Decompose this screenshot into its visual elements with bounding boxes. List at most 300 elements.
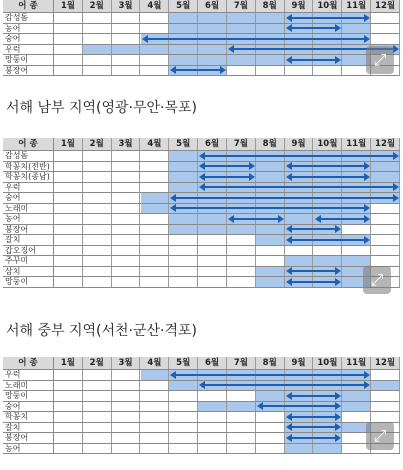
- month-cell: [83, 172, 112, 182]
- header-row: [3, 0, 400, 13]
- month-cell: [285, 214, 314, 224]
- month-cell: [256, 235, 285, 245]
- month-cell: [169, 277, 198, 287]
- month-cell: [54, 225, 83, 235]
- month-cell: [54, 256, 83, 266]
- month-cell: [285, 256, 314, 266]
- month-cell: [342, 246, 371, 256]
- month-cell: [54, 214, 83, 224]
- month-cell: [83, 13, 112, 23]
- month-cell: [112, 214, 141, 224]
- peak-season-arrow: [291, 176, 366, 178]
- month-cell: [371, 370, 400, 380]
- species-label: 망둥이: [3, 277, 54, 287]
- month-cell: [54, 193, 83, 203]
- peak-season-arrow: [147, 38, 366, 40]
- month-cell: [256, 277, 285, 287]
- species-label: 농어: [3, 214, 54, 224]
- month-header: 11월: [342, 357, 371, 369]
- month-cell: [342, 412, 371, 422]
- month-cell: [54, 381, 83, 391]
- month-cell: [227, 66, 256, 76]
- month-cell: [83, 225, 112, 235]
- table-row: [3, 24, 400, 35]
- month-cell: [169, 151, 198, 161]
- month-cell: [314, 256, 343, 266]
- table-row: [3, 34, 400, 45]
- peak-season-arrow: [291, 239, 366, 241]
- month-header: 12월: [371, 138, 400, 150]
- section-2-table: [3, 138, 400, 288]
- month-cell: [169, 444, 198, 454]
- month-cell: [141, 13, 170, 23]
- month-cell: [169, 381, 198, 391]
- peak-season-arrow: [291, 270, 337, 272]
- month-header: 9월: [285, 0, 314, 12]
- month-header: 7월: [227, 0, 256, 12]
- month-cell: [112, 256, 141, 266]
- month-cell: [112, 183, 141, 193]
- month-cell: [227, 277, 256, 287]
- month-cell: [227, 24, 256, 34]
- month-cell: [256, 24, 285, 34]
- month-cell: [227, 412, 256, 422]
- month-cell: [371, 256, 400, 266]
- month-cell: [371, 402, 400, 412]
- month-cell: [314, 444, 343, 454]
- month-cell: [83, 423, 112, 433]
- month-cell: [169, 24, 198, 34]
- month-cell: [256, 246, 285, 256]
- table-row: [3, 277, 400, 288]
- species-label: 학꽁치(종남): [3, 172, 54, 182]
- month-cell: [169, 183, 198, 193]
- month-cell: [227, 225, 256, 235]
- table-row: [3, 433, 400, 444]
- month-cell: [83, 433, 112, 443]
- month-cell: [141, 55, 170, 65]
- species-label: 붕장어: [3, 433, 54, 443]
- month-cell: [112, 13, 141, 23]
- table-row: [3, 151, 400, 162]
- month-cell: [83, 183, 112, 193]
- month-cell: [54, 162, 83, 172]
- month-cell: [141, 172, 170, 182]
- month-header: 2월: [83, 357, 112, 369]
- peak-season-arrow: [291, 416, 337, 418]
- month-cell: [256, 412, 285, 422]
- month-cell: [371, 24, 400, 34]
- peak-season-arrow: [204, 186, 394, 188]
- month-cell: [54, 183, 83, 193]
- month-cell: [83, 267, 112, 277]
- month-cell: [198, 402, 227, 412]
- table-row: [3, 225, 400, 236]
- month-cell: [141, 444, 170, 454]
- month-cell: [227, 256, 256, 266]
- month-cell: [112, 402, 141, 412]
- month-header: 8월: [256, 357, 285, 369]
- month-cell: [198, 433, 227, 443]
- header-row: [3, 138, 400, 151]
- month-cell: [141, 214, 170, 224]
- month-cell: [198, 24, 227, 34]
- month-cell: [198, 423, 227, 433]
- month-cell: [169, 55, 198, 65]
- table-row: [3, 402, 400, 413]
- table-row: [3, 370, 400, 381]
- species-label: 갈치: [3, 423, 54, 433]
- species-label: 붕장어: [3, 225, 54, 235]
- species-label: 노래미: [3, 204, 54, 214]
- month-cell: [169, 402, 198, 412]
- month-cell: [227, 55, 256, 65]
- month-cell: [227, 433, 256, 443]
- table-row: [3, 412, 400, 423]
- month-header: 10월: [314, 138, 343, 150]
- month-header: 10월: [314, 357, 343, 369]
- month-header: 3월: [112, 138, 141, 150]
- species-label: 감성돔: [3, 151, 54, 161]
- table-row: [3, 204, 400, 215]
- section-3-title: 서해 중부 지역(서천·군산·격포): [6, 323, 198, 339]
- species-label: 농어: [3, 24, 54, 34]
- month-header: 4월: [141, 357, 170, 369]
- month-cell: [112, 391, 141, 401]
- species-label: 우럭: [3, 370, 54, 380]
- peak-season-arrow: [291, 17, 366, 19]
- table-row: [3, 183, 400, 194]
- month-cell: [342, 24, 371, 34]
- month-cell: [371, 381, 400, 391]
- month-header: 6월: [198, 357, 227, 369]
- table-row: [3, 381, 400, 392]
- peak-season-arrow: [175, 374, 365, 376]
- month-cell: [227, 402, 256, 412]
- section-2-title: 서해 남부 지역(영광·무안·목포): [6, 100, 198, 116]
- species-header: 어 종: [3, 0, 54, 12]
- peak-season-arrow: [175, 207, 365, 209]
- month-cell: [141, 193, 170, 203]
- month-cell: [169, 256, 198, 266]
- species-label: 학꽁치(전반): [3, 162, 54, 172]
- species-header: 어 종: [3, 357, 54, 369]
- month-header: 3월: [112, 0, 141, 12]
- month-cell: [256, 444, 285, 454]
- species-label: 우럭: [3, 183, 54, 193]
- month-cell: [256, 172, 285, 182]
- peak-season-arrow: [175, 69, 221, 71]
- month-cell: [112, 246, 141, 256]
- month-cell: [141, 24, 170, 34]
- month-cell: [54, 433, 83, 443]
- peak-season-arrow: [233, 218, 279, 220]
- peak-season-arrow: [291, 228, 337, 230]
- month-cell: [54, 370, 83, 380]
- month-cell: [112, 55, 141, 65]
- month-cell: [256, 225, 285, 235]
- table-row: [3, 391, 400, 402]
- month-cell: [198, 412, 227, 422]
- month-header: 8월: [256, 138, 285, 150]
- peak-season-arrow: [291, 395, 337, 397]
- month-header: 7월: [227, 138, 256, 150]
- month-cell: [256, 391, 285, 401]
- table-row: [3, 267, 400, 278]
- peak-season-arrow: [204, 155, 394, 157]
- month-cell: [141, 45, 170, 55]
- month-cell: [54, 423, 83, 433]
- month-cell: [371, 246, 400, 256]
- month-cell: [141, 277, 170, 287]
- month-header: 12월: [371, 0, 400, 12]
- month-cell: [83, 34, 112, 44]
- month-cell: [141, 381, 170, 391]
- table-row: [3, 246, 400, 257]
- peak-season-arrow: [291, 165, 366, 167]
- month-cell: [256, 66, 285, 76]
- month-cell: [112, 204, 141, 214]
- section-1-table: [3, 0, 400, 76]
- month-cell: [83, 193, 112, 203]
- month-cell: [112, 225, 141, 235]
- month-cell: [256, 256, 285, 266]
- peak-season-arrow: [320, 218, 366, 220]
- month-cell: [198, 225, 227, 235]
- month-cell: [83, 391, 112, 401]
- month-cell: [54, 235, 83, 245]
- month-header: 1월: [54, 0, 83, 12]
- month-cell: [83, 402, 112, 412]
- month-cell: [141, 391, 170, 401]
- month-cell: [141, 235, 170, 245]
- month-cell: [112, 267, 141, 277]
- month-cell: [141, 66, 170, 76]
- month-header: 12월: [371, 357, 400, 369]
- species-label: 숭어: [3, 193, 54, 203]
- expand-icon[interactable]: ⤢: [366, 46, 394, 74]
- month-header: 2월: [83, 0, 112, 12]
- month-cell: [54, 45, 83, 55]
- species-label: 주꾸미: [3, 256, 54, 266]
- month-cell: [169, 235, 198, 245]
- month-cell: [371, 13, 400, 23]
- month-cell: [371, 412, 400, 422]
- month-cell: [169, 162, 198, 172]
- species-label: 숭어: [3, 402, 54, 412]
- month-cell: [83, 246, 112, 256]
- species-label: 감성돔: [3, 13, 54, 23]
- table-row: [3, 423, 400, 434]
- month-header: 4월: [141, 138, 170, 150]
- month-cell: [141, 412, 170, 422]
- month-cell: [141, 183, 170, 193]
- month-cell: [169, 412, 198, 422]
- month-cell: [112, 433, 141, 443]
- month-header: 5월: [169, 0, 198, 12]
- species-label: 숭어: [3, 34, 54, 44]
- month-cell: [256, 267, 285, 277]
- month-cell: [112, 277, 141, 287]
- month-cell: [198, 246, 227, 256]
- month-cell: [112, 45, 141, 55]
- month-cell: [285, 66, 314, 76]
- month-cell: [112, 66, 141, 76]
- species-label: 학꽁치: [3, 412, 54, 422]
- month-cell: [112, 34, 141, 44]
- month-cell: [112, 193, 141, 203]
- month-cell: [342, 225, 371, 235]
- month-cell: [141, 225, 170, 235]
- month-cell: [256, 433, 285, 443]
- month-cell: [83, 444, 112, 454]
- month-cell: [227, 13, 256, 23]
- month-header: 7월: [227, 357, 256, 369]
- peak-season-arrow: [291, 281, 337, 283]
- month-cell: [169, 246, 198, 256]
- table-row: [3, 256, 400, 267]
- species-label: 삼치: [3, 267, 54, 277]
- month-cell: [227, 391, 256, 401]
- month-cell: [112, 370, 141, 380]
- month-cell: [83, 256, 112, 266]
- month-cell: [141, 256, 170, 266]
- month-header: 5월: [169, 138, 198, 150]
- month-cell: [54, 24, 83, 34]
- month-cell: [83, 204, 112, 214]
- month-cell: [83, 235, 112, 245]
- month-cell: [141, 151, 170, 161]
- month-cell: [112, 162, 141, 172]
- month-cell: [371, 162, 400, 172]
- month-cell: [83, 55, 112, 65]
- month-cell: [54, 391, 83, 401]
- species-label: 갑오징어: [3, 246, 54, 256]
- peak-season-arrow: [204, 384, 365, 386]
- month-cell: [54, 204, 83, 214]
- month-cell: [227, 444, 256, 454]
- month-cell: [83, 45, 112, 55]
- month-cell: [112, 381, 141, 391]
- month-cell: [227, 423, 256, 433]
- month-cell: [371, 214, 400, 224]
- month-cell: [314, 66, 343, 76]
- month-cell: [141, 402, 170, 412]
- peak-season-arrow: [175, 197, 394, 199]
- month-cell: [198, 267, 227, 277]
- month-cell: [169, 45, 198, 55]
- month-cell: [285, 246, 314, 256]
- month-cell: [256, 423, 285, 433]
- month-cell: [285, 444, 314, 454]
- table-row: [3, 66, 400, 77]
- peak-season-arrow: [291, 27, 337, 29]
- month-cell: [227, 235, 256, 245]
- table-row: [3, 55, 400, 66]
- month-header: 6월: [198, 138, 227, 150]
- month-cell: [141, 433, 170, 443]
- header-row: [3, 357, 400, 370]
- month-cell: [54, 277, 83, 287]
- month-cell: [54, 412, 83, 422]
- expand-icon[interactable]: ⤢: [363, 266, 391, 294]
- month-cell: [342, 402, 371, 412]
- month-cell: [371, 391, 400, 401]
- month-cell: [314, 246, 343, 256]
- month-cell: [169, 423, 198, 433]
- month-cell: [198, 256, 227, 266]
- month-cell: [141, 246, 170, 256]
- month-cell: [371, 34, 400, 44]
- month-cell: [371, 172, 400, 182]
- month-cell: [371, 225, 400, 235]
- table-row: [3, 13, 400, 24]
- month-cell: [198, 235, 227, 245]
- species-label: 노래미: [3, 381, 54, 391]
- month-cell: [198, 55, 227, 65]
- month-cell: [198, 444, 227, 454]
- table-row: [3, 172, 400, 183]
- month-header: 9월: [285, 357, 314, 369]
- month-cell: [112, 172, 141, 182]
- month-cell: [112, 151, 141, 161]
- month-cell: [169, 433, 198, 443]
- species-label: 농어: [3, 444, 54, 454]
- species-header: 어 종: [3, 138, 54, 150]
- month-cell: [83, 151, 112, 161]
- table-row: [3, 444, 400, 455]
- month-header: 1월: [54, 357, 83, 369]
- month-header: 11월: [342, 0, 371, 12]
- table-row: [3, 45, 400, 56]
- species-label: 붕장어: [3, 66, 54, 76]
- month-header: 3월: [112, 357, 141, 369]
- month-cell: [169, 225, 198, 235]
- month-cell: [54, 55, 83, 65]
- month-cell: [169, 13, 198, 23]
- month-cell: [141, 204, 170, 214]
- month-cell: [198, 277, 227, 287]
- month-cell: [141, 423, 170, 433]
- month-cell: [83, 370, 112, 380]
- month-cell: [169, 172, 198, 182]
- month-header: 4월: [141, 0, 170, 12]
- month-cell: [83, 277, 112, 287]
- table-row: [3, 214, 400, 225]
- month-cell: [141, 267, 170, 277]
- month-header: 9월: [285, 138, 314, 150]
- species-label: 망둥이: [3, 55, 54, 65]
- month-cell: [141, 370, 170, 380]
- table-row: [3, 193, 400, 204]
- month-cell: [112, 412, 141, 422]
- expand-icon[interactable]: ⤢: [366, 422, 394, 450]
- month-cell: [54, 34, 83, 44]
- peak-season-arrow: [291, 59, 337, 61]
- peak-season-arrow: [204, 165, 250, 167]
- peak-season-arrow: [204, 176, 250, 178]
- month-cell: [198, 391, 227, 401]
- month-cell: [198, 214, 227, 224]
- month-cell: [227, 246, 256, 256]
- peak-season-arrow: [291, 437, 337, 439]
- month-cell: [83, 214, 112, 224]
- month-cell: [54, 66, 83, 76]
- month-cell: [371, 204, 400, 214]
- month-cell: [198, 45, 227, 55]
- month-cell: [112, 444, 141, 454]
- month-cell: [83, 412, 112, 422]
